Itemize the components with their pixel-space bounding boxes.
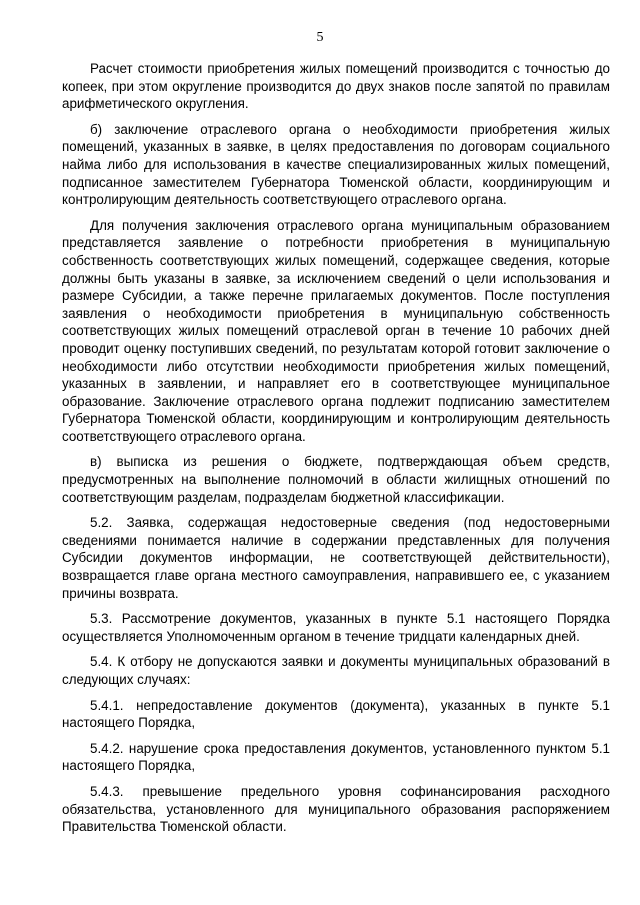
paragraph-5-2: 5.2. Заявка, содержащая недостоверные сведения (под недостоверными сведениями понимается наличие в содержании представленных для получения Субсидии документов информации, не соответствующей действительности), возвращается главе органа местного самоуправления, направившего ее, с указанием причины возврата. bbox=[62, 515, 610, 601]
paragraph-conclusion-procedure: Для получения заключения отраслевого органа муниципальным образованием представляется заявление о потребности приобретения в муниципальную собственность соответствующих жилых помещений, содержащее сведения, которые должны быть указаны в заявке, за исключением сведений о цели использования и размере Субсидии, а также перечне прилагаемых документов. После поступления заявления о необходимости приобретения в муниципальную собственность соответствующих жилых помещений отраслевой орган в течение 10 рабочих дней проводит оценку поступивших сведений, по результатам которой готовит заключение о необходимости либо отсутствии необходимости приобретения жилых помещений, указанных в заявлении, и направляет его в соответствующее муниципальное образование. Заключение отраслевого органа подлежит подписанию заместителем Губернатора Тюменской области, координирующим и контролирующим деятельность соответствующего отраслевого органа. bbox=[62, 217, 610, 444]
paragraph-5-4-2: 5.4.2. нарушение срока предоставления документов, установленного пунктом 5.1 настоящего Порядка, bbox=[62, 740, 610, 774]
paragraph-5-4-1: 5.4.1. непредоставление документов (документа), указанных в пункте 5.1 настоящего Порядка, bbox=[62, 697, 610, 731]
paragraph-v-budget-extract: в) выписка из решения о бюджете, подтверждающая объем средств, предусмотренных на выполнение полномочий в области жилищных отношений по соответствующим разделам, подразделам бюджетной классификации. bbox=[62, 454, 610, 505]
paragraph-5-4-3: 5.4.3. превышение предельного уровня софинансирования расходного обязательства, установленного для муниципального образования распоряжением Правительства Тюменской области. bbox=[62, 783, 610, 835]
paragraph-calculation-rounding: Расчет стоимости приобретения жилых помещений производится с точностью до копеек, при этом округление производится до двух знаков после запятой по правилам арифметического округления. bbox=[62, 61, 610, 112]
paragraph-5-4: 5.4. К отбору не допускаются заявки и документы муниципальных образований в следующих случаях: bbox=[62, 654, 610, 687]
paragraph-5-3: 5.3. Рассмотрение документов, указанных в пункте 5.1 настоящего Порядка осуществляется Уполномоченным органом в течение тридцати календарных дней. bbox=[62, 611, 610, 644]
document-body bbox=[62, 60, 610, 844]
paragraph-b-conclusion: б) заключение отраслевого органа о необходимости приобретения жилых помещений, указанных в заявке, в целях предоставления по договорам социального найма либо для использования в качестве специализированных жилых помещений, подписанное заместителем Губернатора Тюменской области, координирующим и контролирующим деятельность соответствующего отраслевого органа. bbox=[62, 121, 610, 208]
page-number: 5 bbox=[316, 30, 324, 45]
